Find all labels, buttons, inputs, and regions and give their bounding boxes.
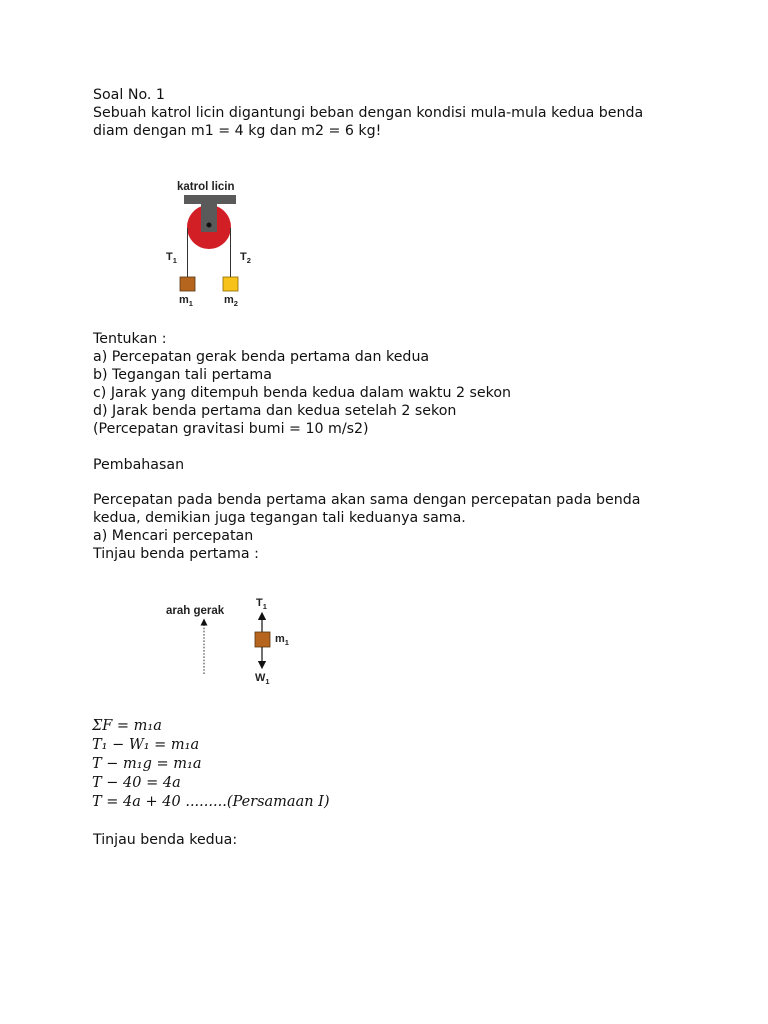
- equation-1: ΣF = m₁a: [92, 718, 162, 734]
- mass-m1-label: $m_1$: [179, 294, 193, 308]
- force-w1-label: $W_1$: [255, 672, 270, 686]
- discussion-paragraph-line-2: kedua, demikian juga tegangan tali keduanya sama.: [93, 510, 466, 526]
- pulley-diagram: [150, 172, 280, 312]
- block-m1: [180, 277, 195, 291]
- force-m1-label: $m_1$: [275, 633, 289, 647]
- review-second-body: Tinjau benda kedua:: [93, 832, 238, 848]
- review-first-body: Tinjau benda pertama :: [93, 546, 259, 562]
- tension-t2-label: $T_2$: [240, 251, 251, 265]
- tension-t1-label: $T_1$: [166, 251, 177, 265]
- force-block-m1: [255, 632, 270, 647]
- force-t1-label: $T_1$: [256, 597, 267, 611]
- equation-5: T = 4a + 40 .........(Persamaan I): [92, 794, 330, 810]
- discussion-paragraph-line-1: Percepatan pada benda pertama akan sama dengan percepatan pada benda: [93, 492, 641, 508]
- equation-3: T − m₁g = m₁a: [92, 756, 202, 772]
- task-d: d) Jarak benda pertama dan kedua setelah 2 sekon: [93, 403, 457, 419]
- problem-title: Soal No. 1: [93, 87, 165, 103]
- direction-label: arah gerak: [166, 605, 225, 617]
- task-a: a) Percepatan gerak benda pertama dan kedua: [93, 349, 430, 365]
- task-b: b) Tegangan tali pertama: [93, 367, 272, 383]
- block-m2: [223, 277, 238, 291]
- problem-statement-line-1: Sebuah katrol licin digantungi beban dengan kondisi mula-mula kedua benda: [93, 105, 644, 121]
- equation-2: T₁ − W₁ = m₁a: [92, 737, 200, 753]
- pulley-axle: [207, 223, 212, 228]
- tasks-heading: Tentukan :: [93, 331, 167, 347]
- pulley-label: katrol licin: [177, 181, 235, 193]
- mass-m2-label: $m_2$: [224, 294, 238, 308]
- equation-4: T − 40 = 4a: [92, 775, 181, 791]
- section-a-heading: a) Mencari percepatan: [93, 528, 254, 544]
- discussion-heading: Pembahasan: [93, 457, 185, 473]
- task-gravity-note: (Percepatan gravitasi bumi = 10 m/s2): [93, 421, 369, 437]
- problem-statement-line-2: diam dengan m1 = 4 kg dan m2 = 6 kg!: [93, 123, 382, 139]
- task-c: c) Jarak yang ditempuh benda kedua dalam waktu 2 sekon: [93, 385, 511, 401]
- force-diagram: [160, 592, 310, 692]
